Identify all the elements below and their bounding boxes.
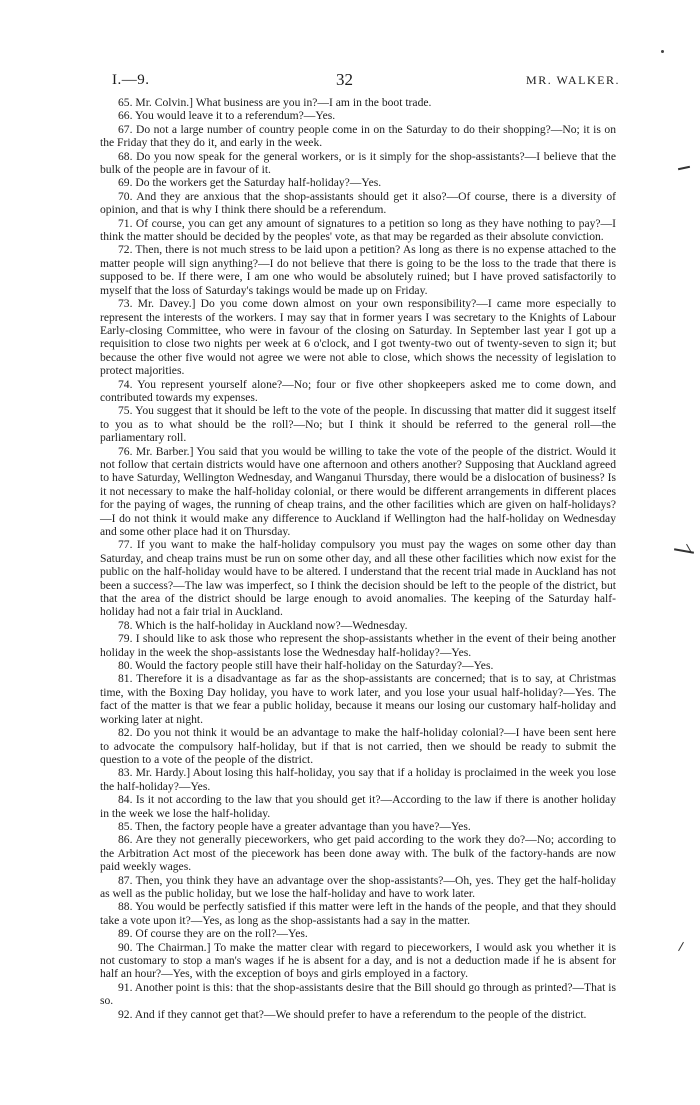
- paragraph: 74. You represent yourself alone?—No; four or five other shopkeepers asked me to come down, and contributed towards my expenses.: [100, 377, 616, 404]
- paragraph: 92. And if they cannot get that?—We should prefer to have a referendum to the people of the district.: [118, 1007, 587, 1021]
- paragraph: 69. Do the workers get the Saturday half-holiday?—Yes.: [118, 176, 382, 190]
- paragraph: 79. I should like to ask those who represent the shop-assistants whether in the event of their being another holiday in the week the shop-assistants lose the Wednesday half-holiday?—Yes.: [100, 632, 616, 659]
- paragraph: 78. Which is the half-holiday in Auckland now?—Wednesday.: [118, 618, 408, 632]
- paragraph: 71. Of course, you can get any amount of signatures to a petition so long as they have nothing to pay?—I think the matter should be decided by the peoples' vote, as that may be regarded as their absolute conviction.: [100, 216, 616, 244]
- paragraph: 67. Do not a large number of country people come in on the Saturday to do their shopping?—No; it is on the Friday that they do it, and early in the week.: [100, 122, 616, 150]
- paragraph: 81. Therefore it is a disadvantage as far as the shop-assistants are concerned; that is to say, at Christmas time, with the Boxing Day holiday, you have to work later, and you lose your usual half-holiday?—Yes. The fact of the matter is that we fear a public holiday, because it means our losing our customary half-holiday and working later at night.: [100, 672, 616, 726]
- paragraph: 70. And they are anxious that the shop-assistants should get it also?—Of course, there is a diversity of opinion, and that is why I think there should be a referendum.: [100, 189, 616, 217]
- paragraph: 73. Mr. Davey.] Do you come down almost on your own responsibility?—I came more especially to represent the interests of the workers. I may say that in former years I was secretary to the Knights of Labour Early-closing Committee, who were in favour of the closing on Saturday. In September last year I got up a requisition to close two nights per week at 6 o'clock, and I got twenty-two out of twenty-seven to sign it; but because the other five would not agree we were not able to close, which shows the necessity of legislation to protect majorities.: [100, 297, 616, 378]
- paragraph: 68. Do you now speak for the general workers, or is it simply for the shop-assistants?—I believe that the bulk of the people are in favour of it.: [100, 149, 616, 177]
- paragraph: 86. Are they not generally pieceworkers, who get paid according to the work they do?—No; according to the Arbitration Act most of the piecework has been done away with. The bulk of the factory-hands are now paid weekly wages.: [100, 833, 616, 874]
- margin-dot: [661, 50, 664, 53]
- paragraph: 87. Then, you think they have an advantage over the shop-assistants?—Oh, yes. They get the half-holiday as well as the public holiday, but we lose the half-holiday and have to work later.: [100, 873, 616, 900]
- margin-mark: [678, 942, 684, 951]
- page-number: 32: [336, 70, 353, 89]
- paragraph: 83. Mr. Hardy.] About losing this half-holiday, you say that if a holiday is proclaimed in the week you lose the half-holiday?—Yes.: [100, 766, 616, 793]
- paragraph: 72. Then, there is not much stress to be laid upon a petition? As long as there is no expense attached to the matter people will sign anything?—I do not believe that there is going to be the loss to the trade that there is supposed to be. If there were, I am one who would be absolutely ruined; but I have proved satisfactorily to myself that the loss of Saturday's takings would be made up on Friday.: [100, 243, 616, 297]
- paragraph: 76. Mr. Barber.] You said that you would be willing to take the vote of the people of the district. Would it not follow that certain districts would have one afternoon and others another? Supposing that Auckland agreed to have Saturday, Wellington Wednesday, and Wanganui Thursday, there would be a dislocation of business? Is it not necessary to make the half-holiday colonial, or there would be different arrangements in different places for the paying of wages, the running of cheap trains, and the other facilities which are given on half-holidays?—I do not think it would make any difference to Auckland if Wellington had the half-holiday on Wednesday and some other place had it on Thursday.: [100, 444, 616, 538]
- paragraph: 85. Then, the factory people have a greater advantage than you have?—Yes.: [118, 819, 471, 833]
- paragraph: 66. You would leave it to a referendum?—Yes.: [118, 109, 336, 123]
- paragraph: 80. Would the factory people still have their half-holiday on the Saturday?—Yes.: [118, 659, 494, 673]
- paragraph: 65. Mr. Colvin.] What business are you in?—I am in the boot trade.: [118, 96, 432, 109]
- paragraph: 75. You suggest that it should be left to the vote of the people. In discussing that matter did it suggest itself to you as to what should be the roll?—No; but I think it should be referred to the general roll—the parliamentary roll.: [100, 404, 616, 445]
- paragraph: 88. You would be perfectly satisfied if this matter were left in the hands of the people, and that they should take a vote upon it?—Yes, as long as the shop-assistants had a say in the matter.: [100, 900, 616, 927]
- paragraph: 91. Another point is this: that the shop-assistants desire that the Bill should go through as printed?—That is so.: [100, 980, 616, 1008]
- paragraph: 84. Is it not according to the law that you should get it?—According to the law if there is another holiday in the week we lose the half-holiday.: [100, 793, 616, 820]
- speaker-name: MR. WALKER.: [526, 73, 620, 87]
- page-header: [112, 72, 620, 92]
- testimony-body: [100, 96, 616, 1021]
- paragraph: 77. If you want to make the half-holiday compulsory you must pay the wages on some other day than Saturday, and cheap trains must be run on some other day, and all these other facilities which now exist for the public on the half-holiday would have to be altered. I understand that the recent trial made in Auckland has not been a success?—The law was imperfect, so I think the decision should be left to the people of the district, but that the area of the district should be large enough to avoid anomalies. The keeping of the Saturday half-holiday had not a fair trial in Auckland.: [100, 538, 616, 619]
- paragraph: 89. Of course they are on the roll?—Yes.: [118, 927, 308, 941]
- margin-mark: [678, 166, 690, 170]
- section-reference: I.—9.: [112, 72, 150, 88]
- paragraph: 90. The Chairman.] To make the matter clear with regard to pieceworkers, I would ask you whether it is not customary to stop a man's wages if he is absent for a day, and is not a deduction made if he is absent for half an hour?—Yes, with the exception of boys and girls employed in a factory.: [100, 940, 616, 981]
- paragraph: 82. Do you not think it would be an advantage to make the half-holiday colonial?—I have been sent here to advocate the compulsory half-holiday, but if that is not carried, then we should be ready to submit the question to a vote of the people of the district.: [100, 726, 616, 766]
